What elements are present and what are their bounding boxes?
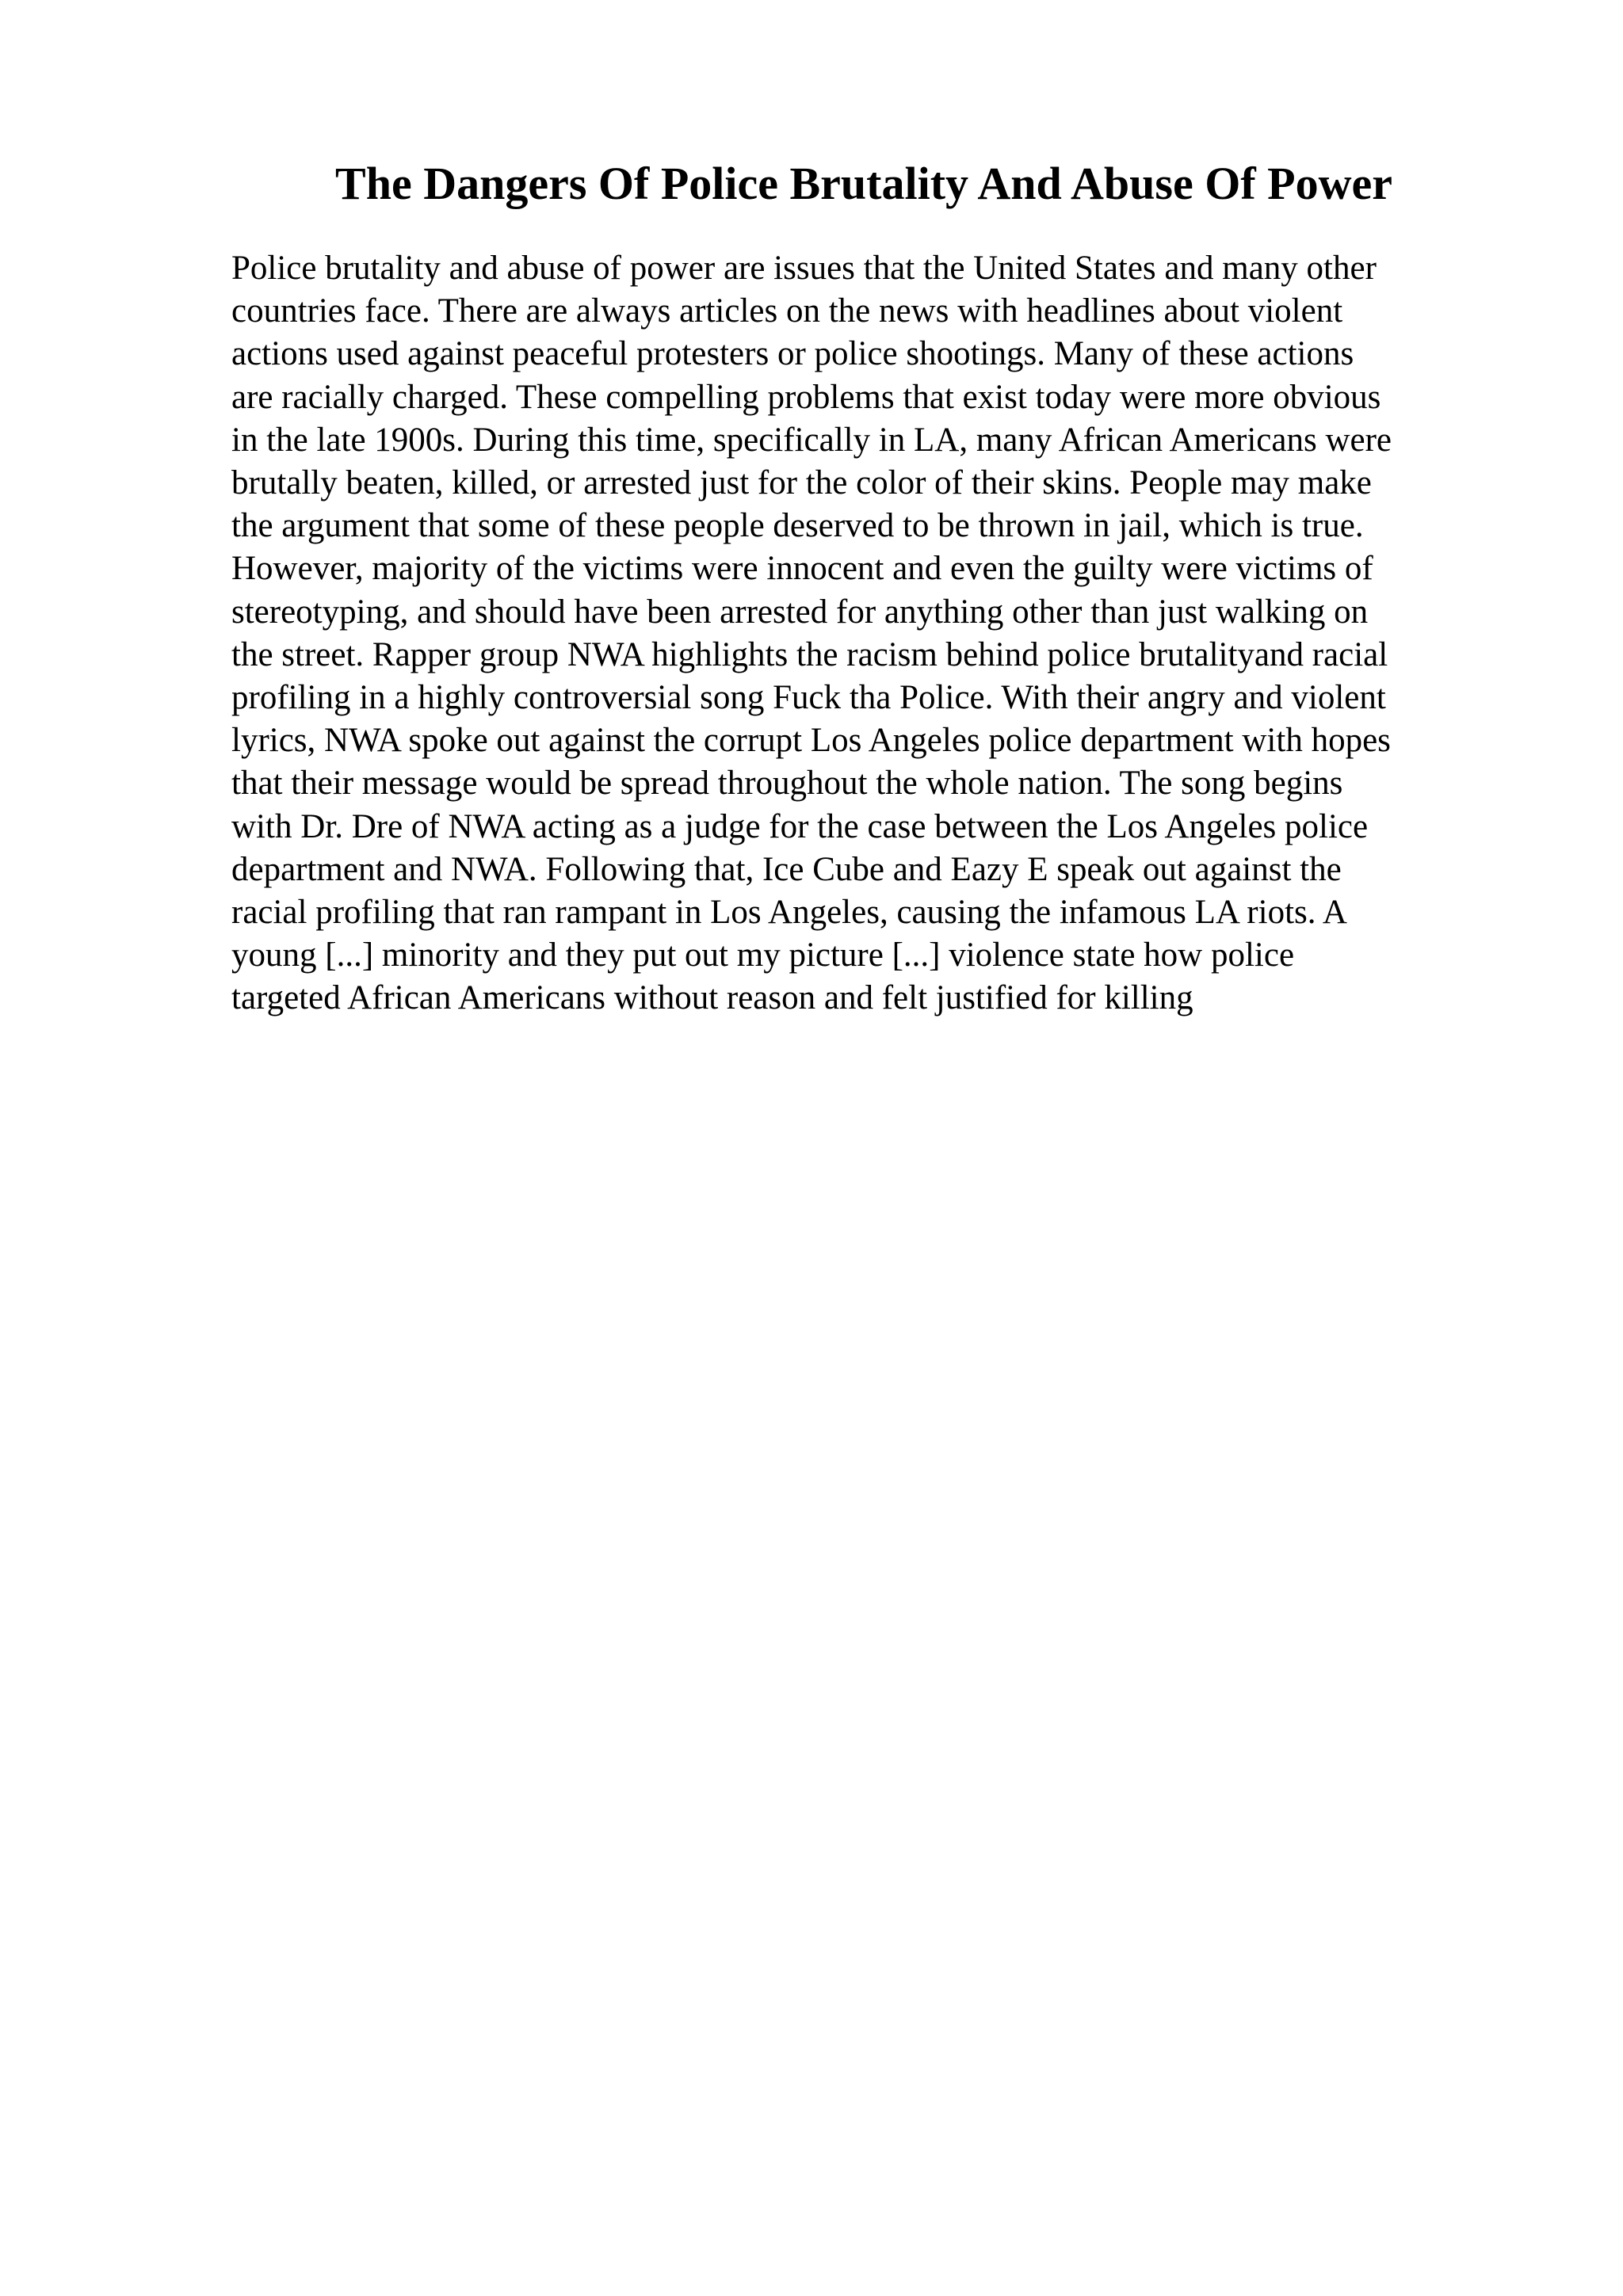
paragraph-line: brutally beaten, killed, or arrested just for the color of their skins. People may make xyxy=(231,464,1372,502)
paragraph-line: with Dr. Dre of NWA acting as a judge for the case between the Los Angeles police xyxy=(231,807,1369,845)
paragraph-line: lyrics, NWA spoke out against the corrupt Los Angeles police department with hopes xyxy=(231,722,1391,760)
paragraph-line: actions used against peaceful protesters or police shootings. Many of these actions xyxy=(231,335,1354,373)
paragraph-line: that their message would be spread throughout the whole nation. The song begins xyxy=(231,765,1343,803)
body-paragraph xyxy=(231,247,1515,1020)
paragraph-line: Police brutality and abuse of power are issues that the United States and many other xyxy=(231,250,1377,287)
paragraph-line: targeted African Americans without reason and felt justified for killing xyxy=(231,979,1193,1017)
paragraph-line: are racially charged. These compelling problems that exist today were more obvious xyxy=(231,378,1381,416)
paragraph-line: However, majority of the victims were innocent and even the guilty were victims of xyxy=(231,550,1373,588)
paragraph-line: in the late 1900s. During this time, specifically in LA, many African Americans were xyxy=(231,421,1392,459)
paragraph-line: stereotyping, and should have been arrested for anything other than just walking on xyxy=(231,593,1369,631)
paragraph-line: young [...] minority and they put out my picture [...] violence state how police xyxy=(231,936,1295,974)
paragraph-line: racial profiling that ran rampant in Los Angeles, causing the infamous LA riots. A xyxy=(231,894,1347,932)
paragraph-line: countries face. There are always articles on the news with headlines about violent xyxy=(231,292,1343,330)
paragraph-line: department and NWA. Following that, Ice Cube and Eazy E speak out against the xyxy=(231,850,1342,888)
page-title: The Dangers Of Police Brutality And Abuse Of Power xyxy=(335,158,1392,209)
paragraph-line: the argument that some of these people deserved to be thrown in jail, which is true. xyxy=(231,507,1364,545)
paragraph-line: the street. Rapper group NWA highlights the racism behind police brutalityand racial xyxy=(231,635,1388,673)
paragraph-line: profiling in a highly controversial song Fuck tha Police. With their angry and violent xyxy=(231,679,1386,717)
